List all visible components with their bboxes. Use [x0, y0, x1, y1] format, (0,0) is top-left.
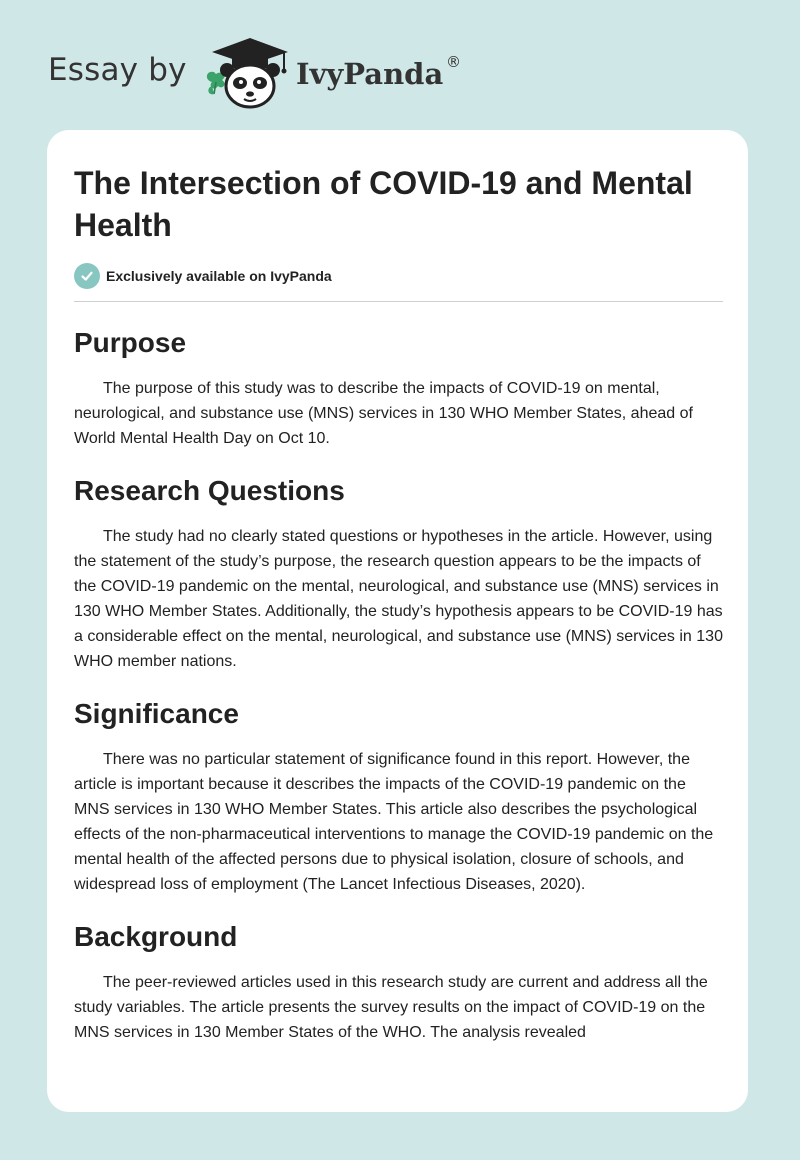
section-paragraph-background: The peer-reviewed articles used in this research study are current and address all the study variables. The article presents the survey results on the impact of COVID-19 on the MNS services in 130 Member States of the WHO. The analysis revealed: [74, 974, 708, 1041]
section-paragraph-research-questions: The study had no clearly stated questions or hypotheses in the article. However, using the statement of the study’s purpose, the research question appears to be the impacts of the COVID-19 pandemic on the mental, neurological, and substance use (MNS) services in 130 WHO Member States. Additionally, the study’s hypothesis appears to be COVID-19 has a considerable effect on the mental, neurological, and substance use (MNS) services in 130 WHO member nations.: [74, 528, 723, 670]
site-header: [0, 0, 800, 130]
title-divider: [74, 301, 723, 302]
section-heading-significance: Significance: [74, 698, 239, 729]
exclusive-badge: [74, 262, 724, 290]
panda-logo-icon[interactable]: [200, 36, 296, 110]
check-icon: [74, 263, 100, 289]
essay-content: [74, 162, 724, 1045]
panda-face-icon: [220, 63, 280, 107]
section-heading-research-questions: Research Questions: [74, 475, 345, 506]
section-paragraph-purpose: The purpose of this study was to describe the impacts of COVID-19 on mental, neurological, and substance use (MNS) services in 130 WHO Member States, ahead of World Mental Health Day on Oct 10.: [74, 380, 693, 447]
essay-card: [47, 130, 748, 1112]
brand-name[interactable]: IvyPanda: [296, 57, 444, 91]
ivy-leaf-icon: [207, 72, 225, 95]
exclusive-label: Exclusively available on IvyPanda: [106, 268, 332, 284]
section-heading-background: Background: [74, 921, 238, 952]
essay-by-label: Essay by: [48, 52, 187, 88]
registered-mark: ®: [446, 53, 461, 71]
section-paragraph-significance: There was no particular statement of significance found in this report. However, the article is important because it describes the impacts of the COVID-19 pandemic on the MNS services in 130 WHO Member States. This article also describes the psychological effects of the non-pharmaceutical interventions to manage the COVID-19 pandemic on the mental health of the affected persons due to physical isolation, closure of schools, and widespread loss of employment (The Lancet Infectious Diseases, 2020).: [74, 751, 714, 893]
section-heading-purpose: Purpose: [74, 327, 187, 358]
essay-title: The Intersection of COVID-19 and Mental Health: [74, 165, 693, 243]
